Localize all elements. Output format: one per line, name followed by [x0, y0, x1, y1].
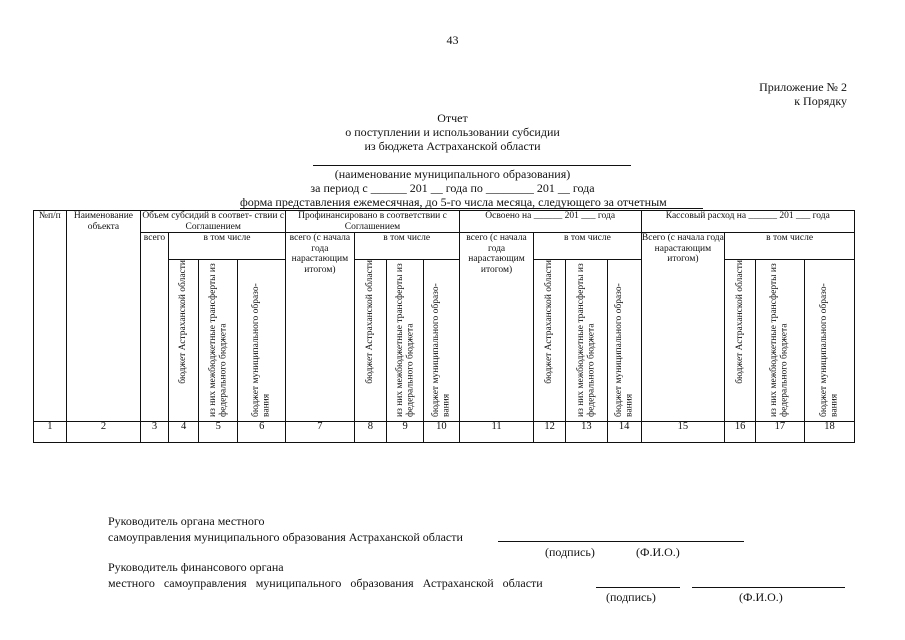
- g4-incl-header: в том числе: [725, 233, 855, 260]
- vertical-label: бюджет муниципального образо- вания: [430, 283, 452, 417]
- vertical-label: бюджет муниципального образо- вания: [818, 283, 840, 417]
- g3-federal-header: [565, 260, 607, 422]
- head2-signature-line: [596, 587, 680, 588]
- col-number: 17: [755, 421, 804, 442]
- report-table: [33, 210, 855, 443]
- page-number: 43: [446, 33, 459, 47]
- vertical-label: бюджет Астраханской области: [365, 260, 376, 384]
- group-subsidy-header: Объем субсидий в соответ- ствии с Соглашением: [142, 211, 285, 232]
- g4-federal-header: [755, 260, 804, 422]
- vertical-label: бюджет Астраханской области: [544, 260, 555, 384]
- col-number: 2: [66, 421, 141, 442]
- g2-federal-header: [387, 260, 424, 422]
- g1-federal-header: [199, 260, 238, 422]
- g1-incl-header: в том числе: [168, 233, 285, 260]
- municipality-caption: (наименование муниципального образования): [334, 167, 571, 181]
- g3-total-header: всего (с начала года нарастающим итогом): [459, 233, 534, 422]
- title-line-3: из бюджета Астраханской области: [364, 139, 541, 153]
- col-number: 11: [459, 421, 534, 442]
- col-number: 6: [238, 421, 286, 442]
- municipality-block: [0, 167, 905, 195]
- g1-municipal-header: [238, 260, 286, 422]
- col-number: 1: [34, 421, 67, 442]
- form-underline: [240, 208, 703, 209]
- g4-total-header: Всего (с начала года нарастающим итогом): [641, 233, 725, 422]
- g4-region-header: [725, 260, 756, 422]
- group-cash-header: Кассовый расход на ______ 201 ___ года: [641, 211, 854, 233]
- head2-fio-line: [692, 587, 845, 588]
- g3-region-header: [534, 260, 566, 422]
- period-line: за период с ______ 201 __ года по ________ 201 __ года: [310, 181, 595, 195]
- col-number: 12: [534, 421, 566, 442]
- col-number: 16: [725, 421, 756, 442]
- group-used-header: Освоено на ______ 201 ___ года: [459, 211, 641, 233]
- vertical-label: бюджет муниципального образо- вания: [251, 283, 272, 417]
- appendix-line-2: к Порядку: [794, 94, 847, 108]
- head1-fio-caption: (Ф.И.О.): [636, 545, 680, 559]
- col-number: 7: [286, 421, 354, 442]
- report-title: [0, 111, 905, 153]
- col-number: 10: [424, 421, 460, 442]
- head1-signature-line: [498, 541, 744, 542]
- col-name-header: Наименование объекта: [66, 211, 141, 422]
- appendix-note: [759, 80, 847, 108]
- col-number: 9: [387, 421, 424, 442]
- vertical-label: из них межбюджетные трансферты из федерального бюджета: [575, 263, 597, 417]
- vertical-label: из них межбюджетные трансферты из федерального бюджета: [769, 263, 790, 417]
- col-number: 4: [168, 421, 199, 442]
- header-row-2: [34, 233, 855, 260]
- col-number: 15: [641, 421, 725, 442]
- col-number: 14: [607, 421, 641, 442]
- head2-line-2: местного самоуправления муниципального образования Астраханской области: [108, 576, 543, 590]
- title-line-2: о поступлении и использовании субсидии: [345, 125, 560, 139]
- col-number: 5: [199, 421, 238, 442]
- form-line: форма представления ежемесячная, до 5-го числа месяца, следующего за отчетным: [240, 195, 667, 209]
- vertical-label: из них межбюджетные трансферты из федерального бюджета: [394, 263, 416, 417]
- g1-region-header: [168, 260, 199, 422]
- head2-sign-caption: (подпись): [606, 590, 656, 604]
- col-no-header: №п/п: [34, 211, 67, 422]
- g1-total-header: всего: [141, 233, 169, 422]
- head1-line-1: Руководитель органа местного: [108, 514, 265, 528]
- group-financed-header: Профинансировано в соответствии с Соглашением: [286, 211, 460, 233]
- col-number: 3: [141, 421, 169, 442]
- g2-incl-header: в том числе: [354, 233, 459, 260]
- col-number: 13: [565, 421, 607, 442]
- vertical-label: бюджет муниципального образо- вания: [613, 283, 635, 417]
- vertical-label: бюджет Астраханской области: [178, 260, 189, 384]
- g2-region-header: [354, 260, 387, 422]
- head1-line-2: самоуправления муниципального образования Астраханской области: [108, 530, 463, 544]
- column-number-row: [34, 421, 855, 442]
- g2-total-header: всего (с начала года нарастающим итогом): [286, 233, 354, 422]
- head1-sign-caption: (подпись): [545, 545, 595, 559]
- head2-line-1: Руководитель финансового органа: [108, 560, 284, 574]
- appendix-line-1: Приложение № 2: [759, 80, 847, 94]
- municipality-underline: [313, 165, 631, 166]
- col-number: 18: [804, 421, 854, 442]
- vertical-label: из них межбюджетные трансферты из федерального бюджета: [207, 263, 229, 417]
- vertical-label: бюджет Астраханской области: [734, 260, 745, 384]
- g4-municipal-header: [804, 260, 854, 422]
- g3-incl-header: в том числе: [534, 233, 641, 260]
- g3-municipal-header: [607, 260, 641, 422]
- col-number: 8: [354, 421, 387, 442]
- header-row-1: [34, 211, 855, 233]
- title-line-1: Отчет: [437, 111, 468, 125]
- head2-fio-caption: (Ф.И.О.): [739, 590, 783, 604]
- g2-municipal-header: [424, 260, 460, 422]
